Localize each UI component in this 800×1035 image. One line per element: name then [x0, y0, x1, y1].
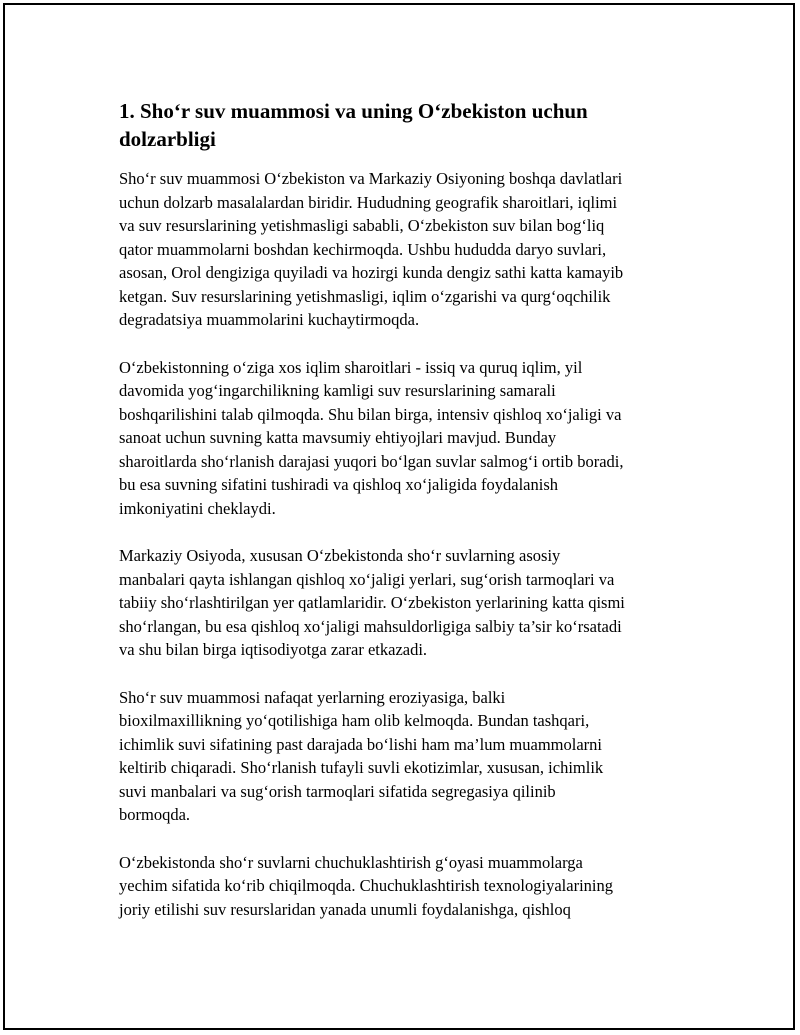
paragraph-3: Markaziy Osiyoda, xususan O‘zbekistonda sho‘r suvlarning asosiy manbalari qayta ishlangan qishloq xo‘jaligi yerlari, sug‘orish tarmoqlari va tabiiy sho‘rlashtirilgan yer qatlamlaridir. O‘zbekiston yerlarining katta qismi sho‘rlangan, bu esa qishloq xo‘jaligi mahsuldorligiga salbiy ta’sir ko‘rsatadi va shu bilan birga iqtisodiyotga zarar etkazadi. [119, 546, 625, 659]
paragraph-2: O‘zbekistonning o‘ziga xos iqlim sharoitlari - issiq va quruq iqlim, yil davomida yog‘ingarchilikning kamligi suv resurslarining samarali boshqarilishini talab qilmoqda. Shu bilan birga, intensiv qishloq xo‘jaligi va sanoat uchun suvning katta mavsumiy ehtiyojlari mavjud. Bunday sharoitlarda sho‘rlanish darajasi yuqori bo‘lgan suvlar salmog‘i ortib boradi, bu esa suvning sifatini tushiradi va qishloq xo‘jaligida foydalanish imkoniyatini cheklaydi. [119, 357, 624, 518]
section-heading: 1. Sho‘r suv muammosi va uning O‘zbekiston uchun dolzarbligi [119, 99, 588, 151]
page-frame [3, 3, 795, 1030]
paragraph-1: Sho‘r suv muammosi O‘zbekiston va Markaziy Osiyoning boshqa davlatlari uchun dolzarb masalalardan biridir. Hududning geografik sharoitlari, iqlimi va suv resurslarining yetishmasligi sababli, O‘zbekiston suv bilan bog‘liq qator muammolarni boshdan kechirmoqda. Ushbu hududda daryo suvlari, asosan, Orol dengiziga quyiladi va hozirgi kunda dengiz sathi katta kamayib ketgan. Suv resurslarining yetishmasligi, iqlim o‘zgarishi va qurg‘oqchilik degradatsiya muammolarini kuchaytirmoqda. [119, 169, 624, 329]
document-body [119, 97, 689, 945]
paragraph-5: O‘zbekistonda sho‘r suvlarni chuchuklashtirish g‘oyasi muammolarga yechim sifatida ko‘rib chiqilmoqda. Chuchuklashtirish texnologiyalarining joriy etilishi suv resurslaridan yanada unumli foydalanishga, qishloq [119, 852, 613, 919]
paragraph-4: Sho‘r suv muammosi nafaqat yerlarning eroziyasiga, balki bioxilmaxillikning yo‘qotilishiga ham olib kelmoqda. Bundan tashqari, ichimlik suvi sifatining past darajada bo‘lishi ham ma’lum muammolarni keltirib chiqaradi. Sho‘rlanish tufayli suvli ekotizimlar, xususan, ichimlik suvi manbalari va sug‘orish tarmoqlari sifatida segregasiya qilinib bormoqda. [119, 687, 604, 824]
